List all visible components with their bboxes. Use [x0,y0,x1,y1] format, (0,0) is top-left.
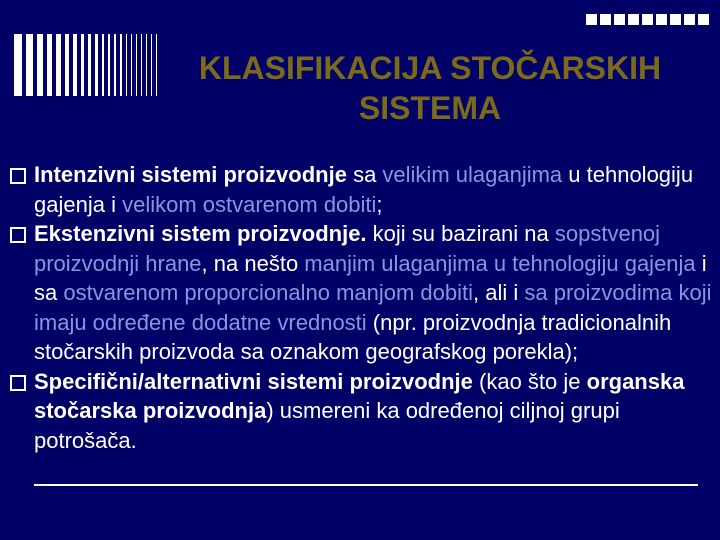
square-bullet-icon [10,168,26,184]
slide-title [150,48,710,128]
bullet-text-run: i sa [34,250,707,305]
title-line-2: SISTEMA [358,90,502,126]
deco-square [628,14,639,25]
title-line-1: KLASIFIKACIJA STOČARSKIH [198,50,662,86]
bullet-text-run: , na nešto [201,250,305,276]
bullet-text-run: Intenzivni sistemi proizvodnje [34,162,347,187]
bullet-text-run: velikim ulaganjima [382,162,563,187]
bullet-text-run: (npr. proizvodnja tradicionalnih stočarskih proizvoda sa oznakom geografskog porekla); [34,309,672,364]
deco-square [600,14,611,25]
bullet-text-run: organska stočarska proizvodnja [34,368,685,423]
bullet-text-run: Specifični/alternativni sistemi proizvodnje [34,368,473,394]
bullet-text-run: velikom ostvarenom dobiti [122,191,377,217]
square-bullet-icon [10,375,26,391]
deco-square [642,14,653,25]
bullet-text-run: , ali i [473,280,525,305]
square-bullet-icon [10,227,26,243]
deco-square [586,14,597,25]
bullet-text-run: manjim ulaganjima u tehnologiju gajenja [304,250,696,276]
deco-square [698,14,709,25]
bullet-text-run: sa [346,162,383,187]
deco-square [684,14,695,25]
bullet-item [8,367,714,456]
bullet-list [8,160,714,455]
bullet-item [8,160,714,219]
bullet-text-run: (kao što je [472,368,587,394]
bullet-text-run: u tehnologiju gajenja i [34,162,694,217]
bullet-text-run: Ekstenzivni sistem proizvodnje. [34,221,367,246]
bullet-text-run: koji su bazirani na [366,221,555,246]
divider-line [34,484,698,486]
bullet-text-run: ; [376,191,383,217]
bullet-text-run: sa proizvodima koji imaju određene dodatne vrednosti [34,280,712,335]
bullet-text-run: sopstvenoj proizvodnji hrane [34,221,661,276]
deco-square [670,14,681,25]
bullet-text-run: ostvarenom proporcionalno manjom dobiti [63,280,474,305]
bullet-text-run: ) usmereni ka određenoj ciljnoj grupi potrošača. [34,398,620,453]
deco-square [656,14,667,25]
bullet-item [8,219,714,367]
deco-square [614,14,625,25]
